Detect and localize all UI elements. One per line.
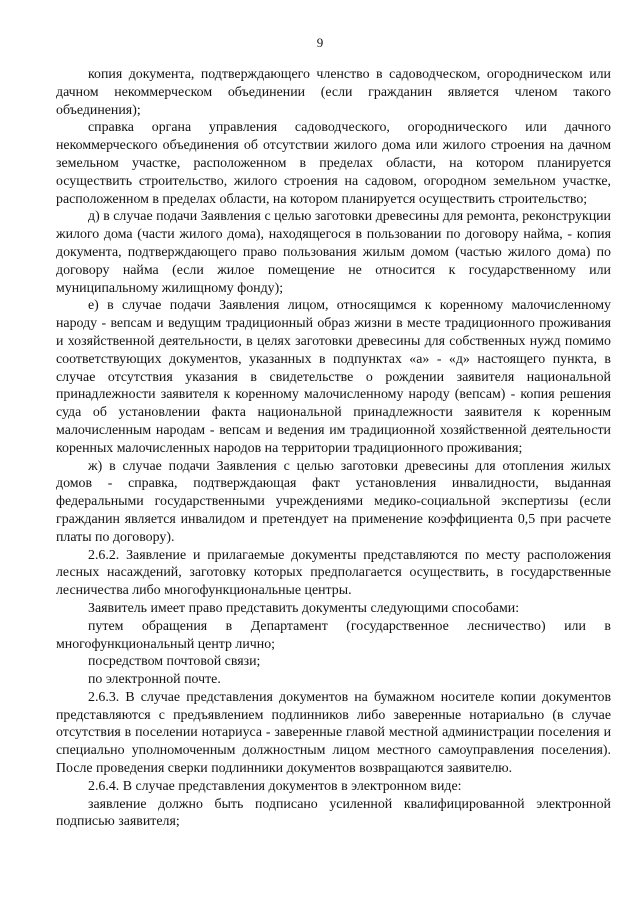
paragraph-association-certificate: справка органа управления садоводческого, огороднического или дачного некоммерческого объединения об отсутствии жилого дома или жилого строения на дачном земельном участке, расположенном в пределах области, на котором планируется осуществить строительство, жилого строения на садовом, огородном земельном участке, расположенном в пределах области, на котором планируется осуществить строительство; — [56, 120, 611, 207]
paragraph-method-in-person: путем обращения в Департамент (государственное лесничество) или в многофункциональный центр лично; — [56, 618, 611, 652]
paragraph-method-email: по электронной почте. — [88, 672, 221, 688]
paragraph-2-6-3: 2.6.3. В случае представления документов на бумажном носителе копии документов представляются с предъявлением подлинников либо заверенные нотариально (в случае отсутствия в поселении нотариуса - заверенные главой местной администрации поселения и специально уполномоченным должностным лицом местного самоуправления поселения). После проведения сверки подлинники документов возвращаются заявителю. — [56, 689, 611, 777]
paragraph-item-zh: ж) в случае подачи Заявления с целью заготовки древесины для отопления жилых домов - справка, подтверждающая факт установления инвалидности, выданная федеральными государственными учреждениями медико-социальной экспертизы (если гражданин является инвалидом и претендует на применение коэффициента 0,5 при расчете платы по договору). — [56, 458, 611, 545]
paragraph-method-post: посредством почтовой связи; — [88, 654, 261, 670]
paragraph-membership-copy: копия документа, подтверждающего членство в садоводческом, огородническом или дачном некоммерческом объединении (если гражданин является членом такого объединения); — [56, 67, 611, 118]
paragraph-item-e: е) в случае подачи Заявления лицом, относящимся к коренному малочисленному народу - вепсам и ведущим традиционный образ жизни в месте традиционного проживания и хозяйственной деятельности, в целях заготовки древесины для собственных нужд помимо соответствующих документов, указанных в подпунктах «а» - «д» настоящего пункта, в случае отсутствия указания в свидетельстве о рождении заявителя национальной принадлежности заявителя к коренному малочисленному народу (вепсам) - копия решения суда об установлении факта национальной принадлежности заявителя к коренным малочисленным народам - вепсам и ведения им традиционной хозяйственной деятельности коренных малочисленных народов на территории традиционного проживания; — [56, 298, 611, 456]
paragraph-2-6-4: 2.6.4. В случае представления документов в электронном виде: — [88, 778, 462, 794]
document-body — [56, 66, 611, 831]
page-number: 9 — [316, 35, 324, 50]
paragraph-item-d: д) в случае подачи Заявления с целью заготовки древесины для ремонта, реконструкции жилого дома (части жилого дома), находящегося в пользовании по договору найма, - копия документа, подтверждающего право пользования жилым домом (частью жилого дома) по договору найма (если жилое помещение не относится к государственному или муниципальному жилищному фонду); — [56, 209, 611, 296]
paragraph-2-6-2: 2.6.2. Заявление и прилагаемые документы представляются по месту расположения лесных насаждений, заготовку которых предполагается осуществить, в государственные лесничества либо многофункциональные центры. — [56, 547, 611, 599]
paragraph-electronic-signature: заявление должно быть подписано усиленной квалифицированной электронной подписью заявителя; — [56, 796, 611, 830]
paragraph-submission-methods: Заявитель имеет право представить документы следующими способами: — [88, 600, 520, 616]
